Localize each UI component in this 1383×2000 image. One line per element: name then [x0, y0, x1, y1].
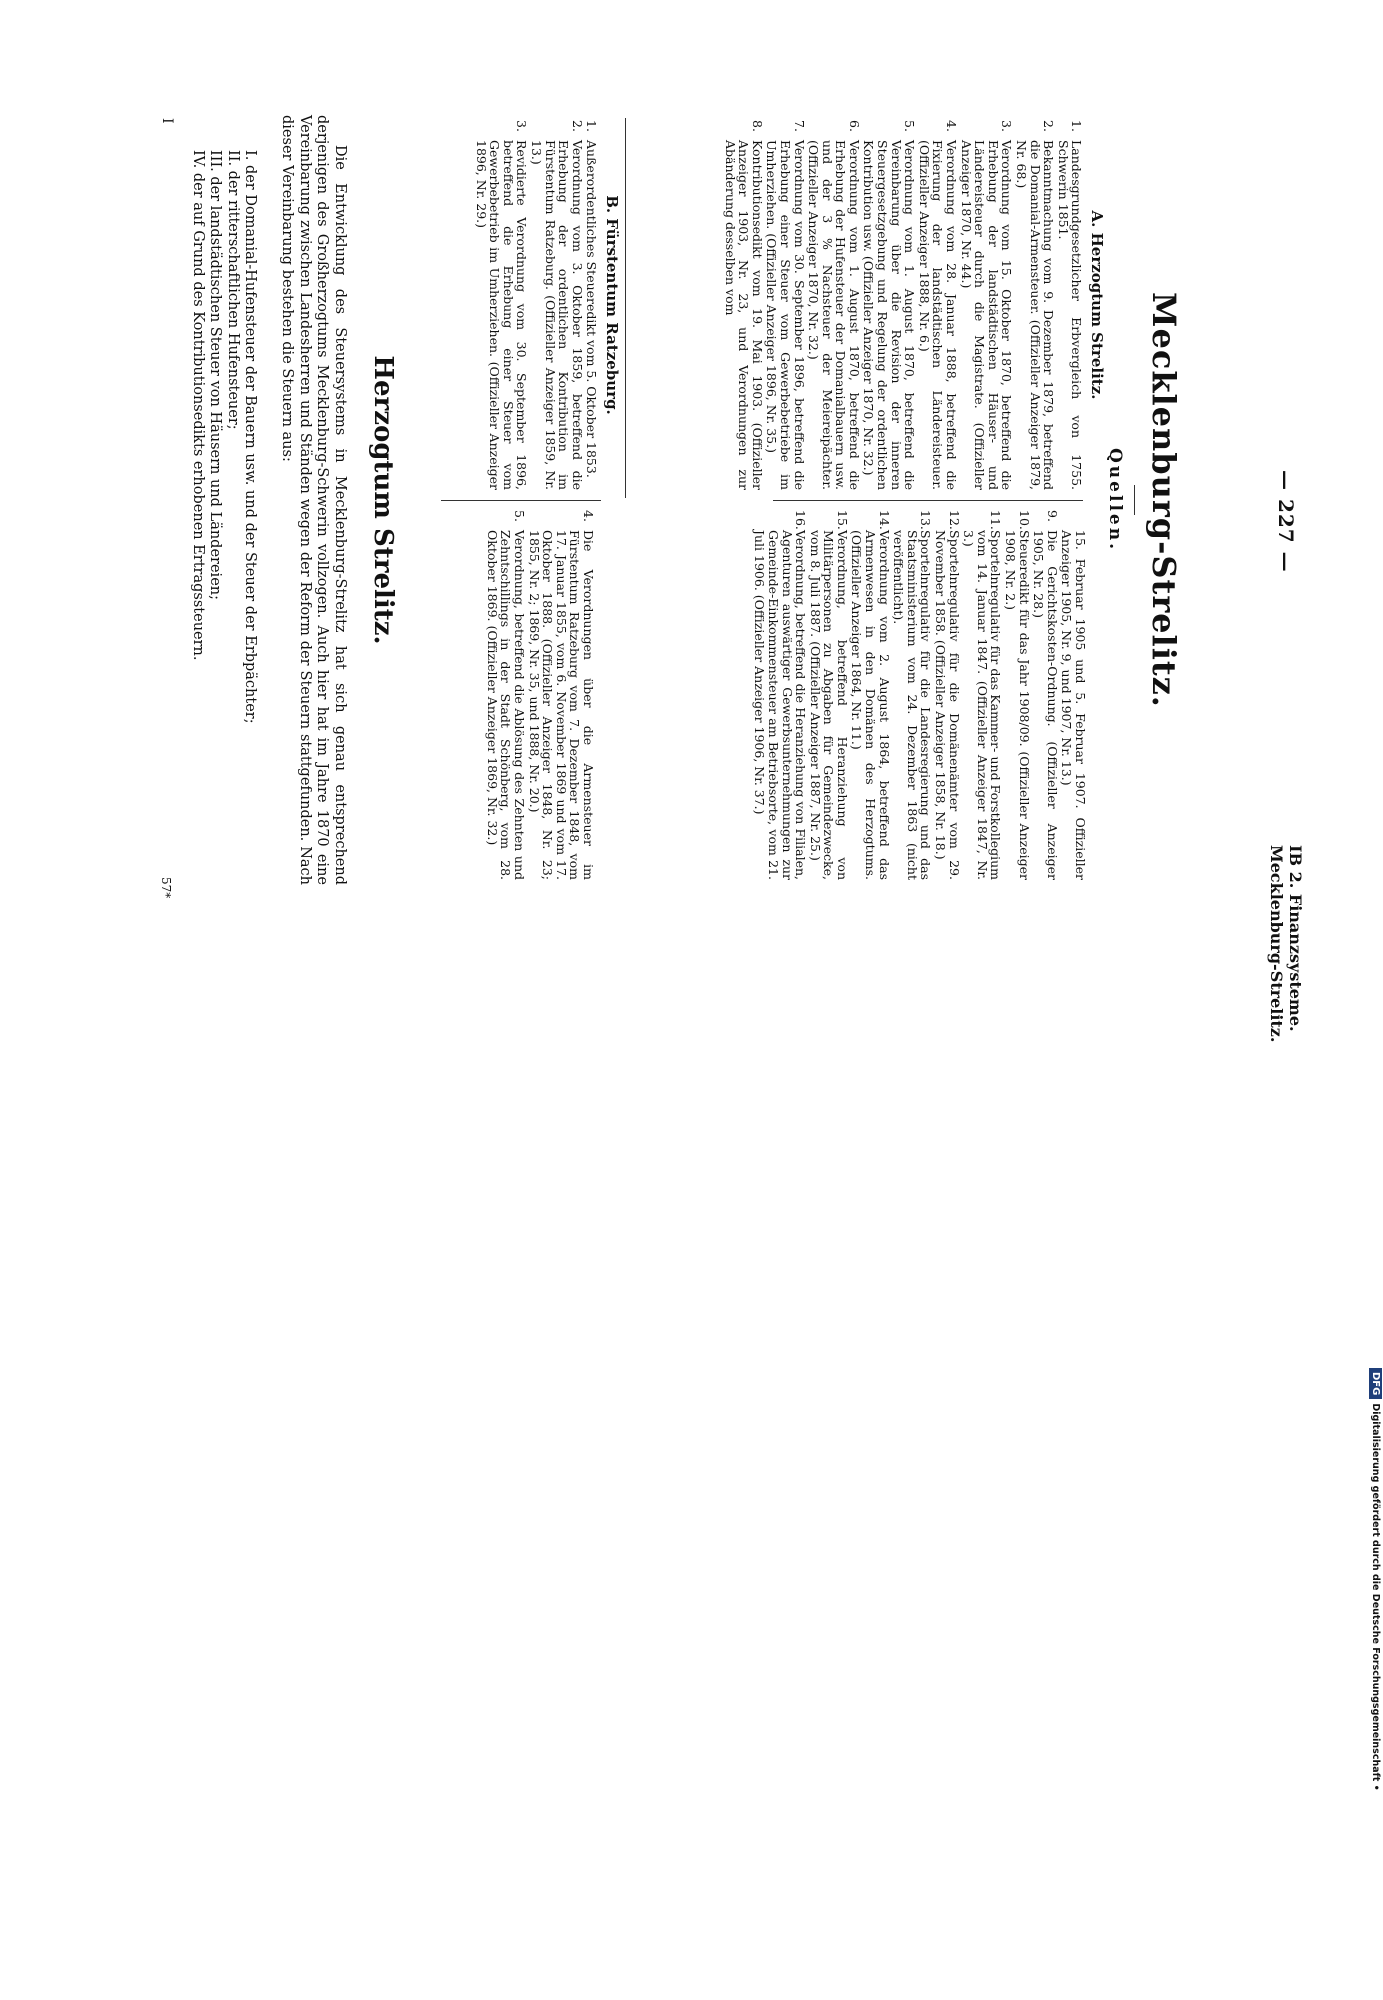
running-header-title: Mecklenburg-Strelitz. [1267, 845, 1286, 1043]
list-item: 2. Bekanntmachung vom 9. Dezember 1879, betreffend die Domanial-Armensteuer. (Offizieller Anzeiger 1879, Nr. 68.) [1014, 120, 1057, 490]
list-item: 1. Außerordentliches Steueredikt vom 5. Oktober 1853. [584, 120, 600, 478]
page-title: Mecklenburg-Strelitz. [1145, 292, 1183, 708]
column-divider [773, 500, 1083, 501]
list-item: 15. Februar 1905 und 5. Februar 1907. Offizieller Anzeiger 1905, Nr. 9, und 1907, Nr. 13.) [1059, 530, 1088, 880]
list-item: 4. Verordnung vom 28. Januar 1888, betreffend die Fixierung der landstädtischen Ländereisteuer. (Offizieller Anzeiger 1888, Nr. 6.) [916, 120, 960, 490]
section-b-heading: B. Fürstentum Ratzeburg. [603, 195, 621, 415]
section-a-column [722, 120, 1106, 490]
section-a-heading: A. Herzogtum Strelitz. [1088, 210, 1106, 400]
list-item: 16. Verordnung, betreffend die Heranziehung von Filialen, Agenturen auswärtiger Gewerbsunternehmungen zur Gemeinde-Einkommensteuer am Betriebsorte, vom 21. Juli 1906. (Offizieller Anzeiger 1906, Nr. 37.) [752, 510, 809, 880]
list-item: 15. Verordnung, betreffend Heranziehung von Militärpersonen zu Abgaben für Gemeindezwecke, vom 8. Juli 1887. (Offizieller Anzeiger 1887, Nr. 25.) [807, 510, 850, 880]
list-item: I. der Domanial-Hufensteuer der Bauern usw. und der Steuer der Erbpächter; [242, 150, 258, 724]
dfg-sidebar [1369, 1368, 1383, 2000]
list-item: II. der ritterschaftlichen Hufensteuer; [224, 150, 241, 430]
list-item: 6. Verordnung vom 1. August 1870, betreffend die Erhebung der Hufensteuer der Domanialbauern usw. und der 3 % Nachsteuer der Meiereipächter. (Offizieller Anzeiger 1870, Nr. 32.) [806, 120, 862, 490]
section-b-continued-column [484, 510, 595, 880]
list-item: IV. der auf Grund des Kontributionsedikts erhobenen Ertragssteuern. [189, 150, 206, 661]
title-rule [1134, 485, 1135, 515]
dfg-credit: Digitalisierung gefördert durch die Deutsche Forschungsgemeinschaft • [1370, 1403, 1382, 1791]
list-item: 1. Landesgrundgesetzlicher Erbvergleich von 1755. Schwerin 1851. [1055, 120, 1085, 490]
section-b-column [473, 120, 621, 490]
list-item: 10. Steueredikt für das Jahr 1908/09. (Offizieller Anzeiger 1908, Nr. 2.) [1003, 510, 1032, 880]
signature-mark: 57* [159, 877, 173, 899]
dfg-logo: DFG [1370, 1368, 1383, 1399]
list-item: III. der landstädtischen Steuer von Häusern und Ländereien; [207, 150, 224, 600]
list-item: 12. Sportelnregulativ für die Domänenämter vom 29. November 1858. (Offizieller Anzeiger 1858, Nr. 18.) [933, 510, 962, 880]
list-item: 13. Sportelnregulativ für die Landesregierung und das Staatsministerium vom 24. Dezember 1863 (nicht veröffentlicht). [891, 510, 934, 880]
sources-heading: Quellen. [1105, 448, 1125, 552]
intro-paragraph: Die Entwicklung des Steuersystems in Mecklenburg-Strelitz hat sich genau entsprechend derjenigen des Großherzogtums Mecklenburg-Schwerin vollzogen. Auch hier hat im Jahre 1870 eine Vereinbarung zwischen Landesherren und Ständen wegen der Reform der Steuern stattgefunden. Nach dieser Vereinbarung bestehen die Steuern aus: [279, 115, 348, 885]
section-rule [625, 118, 626, 498]
tax-list [188, 150, 258, 890]
list-item: 9. Die Gerichtskosten-Ordnung. (Offizieller Anzeiger 1905, Nr. 28.) [1031, 510, 1060, 880]
page-number: — 227 — [1274, 470, 1298, 573]
list-item: 4. Die Verordnungen über die Armensteuer im Fürstentum Ratzeburg vom 7. Dezember 1848, vom 17. Januar 1855, vom 6. November 1869 und vom 17. Oktober 1888. (Offizieller Anzeiger 1848, Nr. 23; 1855, Nr. 2; 1869, Nr. 35, und 1888, Nr. 20.) [526, 510, 596, 880]
list-item: 7. Verordnung vom 30. September 1896, betreffend die Erhebung einer Steuer vom Gewerbebetriebe im Umherziehen. (Offizieller Anzeiger 1896, Nr. 35.) [764, 120, 807, 490]
list-item: 5. Verordnung vom 1. August 1870, betreffend die Vereinbarung über die Revision der inneren Steuergesetzgebung und Regelung der ordentlichen Kontribution usw. (Offizieller Anzeiger 1870, Nr. 32.) [861, 120, 918, 490]
column-divider [441, 500, 601, 501]
list-item: 3. Revidierte Verordnung vom 30. September 1896, betreffend die Erhebung einer Steuer vom Gewerbebetrieb im Umherziehen. (Offizieller Anzeiger 1896, Nr. 29.) [473, 120, 530, 490]
list-item: 8. Kontributionsedikt vom 19. Mai 1903. (Offizieller Anzeiger 1903, Nr. 23, und Verordnungen zur Abänderung desselben vom [722, 120, 765, 490]
running-header-series: IB 2. Finanzsysteme. [1286, 845, 1305, 1032]
section-title: Herzogtum Strelitz. [368, 355, 398, 645]
list-item: 14. Verordnung vom 2. August 1864, betreffend das Armenwesen in den Domänen des Herzogtums. (Offizieller Anzeiger 1864, Nr. 11.) [849, 510, 892, 880]
list-item: 3. Verordnung vom 15. Oktober 1870, betreffend die Erhebung der landstädtischen Häuser- und Ländereisteuer durch die Magistrate. (Offizieller Anzeiger 1870, Nr. 44.) [958, 120, 1015, 490]
list-item: 2. Verordnung vom 3. Oktober 1859, betreffend die Erhebung der ordentlichen Kontribution im Fürstentum Ratzeburg. (Offizieller Anzeiger 1859, Nr. 13.) [529, 120, 585, 490]
section-a-continued-column [752, 510, 1087, 880]
list-item: 5. Verordnung, betreffend die Ablösung des Zehnten und Zehntschillings in der Stadt Schönberg, vom 28. Oktober 1869. (Offizieller Anzeiger 1869, Nr. 32.) [484, 510, 528, 880]
signature-mark: I [159, 118, 175, 124]
list-item: 11. Sportelnregulativ für das Kammer- und Forstkollegium vom 14. Januar 1847. (Offizieller Anzeiger 1847, Nr. 3.) [961, 510, 1004, 880]
